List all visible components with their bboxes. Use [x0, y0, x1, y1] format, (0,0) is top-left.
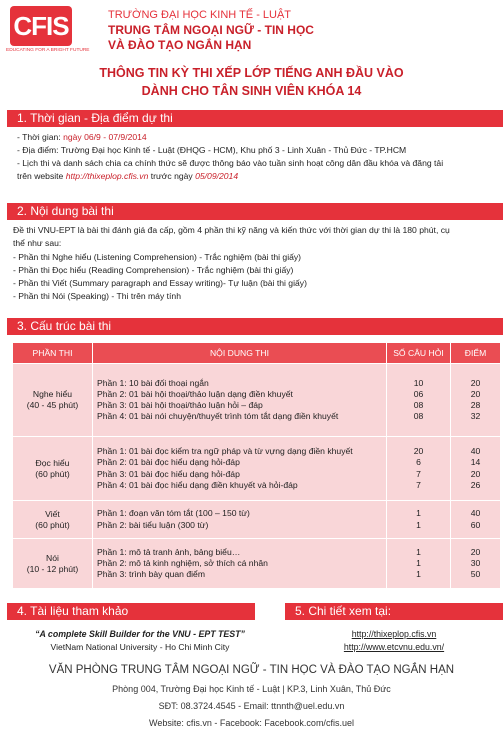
university-name: TRƯỜNG ĐẠI HỌC KINH TẾ - LUẬT: [108, 9, 292, 21]
exam-website-line: trên website http://thixeplop.cfis.vn trước ngày 05/09/2014: [17, 171, 239, 181]
content-list-listening: Phần 1: 10 bài đối thoại ngắn Phần 2: 01 bài hội thoại/thảo luận dạng điền khuyết Phần 3: 01 bài hội thoại/thảo luận hỏi – đáp Phần 4: 01 bài nói chuyện/thuyết trình tóm tắt dạng điền khuyết: [93, 364, 387, 437]
content-intro-cont: thể như sau:: [13, 238, 62, 248]
points-listening: 20 20 28 32: [451, 364, 501, 437]
structure-table: [12, 342, 501, 589]
section-label-writing: Viết (60 phút): [13, 501, 93, 539]
column-header-section: PHẦN THI: [13, 343, 93, 364]
exam-place: - Địa điểm: Trường Đại học Kinh tế - Luật (ĐHQG - HCM), Khu phố 3 - Linh Xuân - Thủ Đức - TP.HCM: [17, 145, 407, 155]
footer-office-title: VĂN PHÒNG TRUNG TÂM NGOẠI NGỮ - TIN HỌC VÀ ĐÀO TẠO NGẮN HẠN: [48, 664, 455, 676]
exam-time: - Thời gian: ngày 06/9 - 07/9/2014: [17, 132, 147, 142]
questions-reading: 20 6 7 7: [387, 437, 451, 501]
logo-tagline: EDUCATING FOR A BRIGHT FUTURE: [6, 48, 90, 53]
detail-link-thixeplop[interactable]: http://thixeplop.cfis.vn: [351, 629, 437, 639]
questions-speaking: 1 1 1: [387, 539, 451, 589]
section-heading-details: 5. Chi tiết xem tại:: [285, 603, 503, 620]
center-name-line2: VÀ ĐÀO TẠO NGẮN HẠN: [108, 38, 252, 52]
points-writing: 40 60: [451, 501, 501, 539]
column-header-points: ĐIỂM: [451, 343, 501, 364]
questions-listening: 10 06 08 08: [387, 364, 451, 437]
cfis-logo: CFIS: [10, 6, 72, 46]
section-heading-content: 2. Nội dung bài thi: [7, 203, 503, 220]
content-list-reading: Phần 1: 01 bài đọc kiểm tra ngữ pháp và từ vựng dạng điền khuyết Phần 2: 01 bài đọc hiểu dạng hỏi-đáp Phần 3: 01 bài đọc hiểu dạng hỏi-đáp Phần 4: 01 bài đọc hiểu dạng điền khuyết và hỏi-đáp: [93, 437, 387, 501]
column-header-questions: SỐ CÂU HỎI: [387, 343, 451, 364]
content-item-speaking: - Phần thi Nói (Speaking) - Thi trên máy tính: [13, 291, 181, 301]
center-name-line1: TRUNG TÂM NGOẠI NGỮ - TIN HỌC: [108, 23, 314, 37]
table-row-reading: [13, 437, 501, 501]
content-item-writing: - Phần thi Viết (Summary paragraph and Essay writing)- Tự luận (bài thi giấy): [13, 278, 307, 288]
exam-website-link[interactable]: http://thixeplop.cfis.vn: [65, 171, 149, 181]
section-label-reading: Đọc hiểu (60 phút): [13, 437, 93, 501]
page-subtitle: DÀNH CHO TÂN SINH VIÊN KHÓA 14: [141, 84, 362, 98]
exam-deadline: 05/09/2014: [195, 171, 239, 181]
reference-publisher: VietNam National University - Ho Chi Minh City: [50, 642, 230, 652]
page-title: THÔNG TIN KỲ THI XẾP LỚP TIẾNG ANH ĐẦU VÀO: [99, 66, 404, 80]
exam-schedule: - Lịch thi và danh sách chia ca chính thức sẽ được thông báo vào tuần sinh hoạt công dân đầu khóa và đăng tải: [17, 158, 444, 168]
content-item-reading: - Phần thi Đọc hiểu (Reading Comprehension) - Trắc nghiệm (bài thi giấy): [13, 265, 294, 275]
questions-writing: 1 1: [387, 501, 451, 539]
content-list-writing: Phần 1: đoạn văn tóm tắt (100 – 150 từ) Phần 2: bài tiểu luận (300 từ): [93, 501, 387, 539]
table-row-writing: [13, 501, 501, 539]
column-header-content: NỘI DUNG THI: [93, 343, 387, 364]
footer-contact: SĐT: 08.3724.4545 - Email: ttnnth@uel.edu.vn: [158, 701, 345, 711]
reference-book: “A complete Skill Builder for the VNU - EPT TEST”: [35, 629, 245, 639]
section-label-speaking: Nói (10 - 12 phút): [13, 539, 93, 589]
footer-address: Phòng 004, Trường Đại học Kinh tế - Luật | KP.3, Linh Xuân, Thủ Đức: [112, 684, 391, 694]
exam-time-value: ngày 06/9 - 07/9/2014: [63, 132, 147, 142]
table-row-speaking: [13, 539, 501, 589]
section-heading-structure: 3. Cấu trúc bài thi: [7, 318, 503, 335]
section-label-listening: Nghe hiểu (40 - 45 phút): [13, 364, 93, 437]
table-row-listening: [13, 364, 501, 437]
content-item-listening: - Phần thi Nghe hiểu (Listening Comprehension) - Trắc nghiệm (bài thi giấy): [13, 252, 302, 262]
points-reading: 40 14 20 26: [451, 437, 501, 501]
footer-website: Website: cfis.vn - Facebook: Facebook.com/cfis.uel: [149, 718, 354, 728]
section-heading-references: 4. Tài liệu tham khảo: [7, 603, 255, 620]
points-speaking: 20 30 50: [451, 539, 501, 589]
content-intro: Đề thi VNU-EPT là bài thi đánh giá đa cấp, gồm 4 phần thi kỹ năng và kiến thức với thời gian dự thi là 180 phút, cụ: [13, 225, 450, 235]
detail-link-etcvnu[interactable]: http://www.etcvnu.edu.vn/: [343, 642, 445, 652]
section-heading-time-place: 1. Thời gian - Địa điểm dự thi: [7, 110, 503, 127]
content-list-speaking: Phần 1: mô tả tranh ảnh, bảng biểu… Phần 2: mô tả kinh nghiệm, sở thích cá nhân Phần 3: trình bày quan điểm: [93, 539, 387, 589]
